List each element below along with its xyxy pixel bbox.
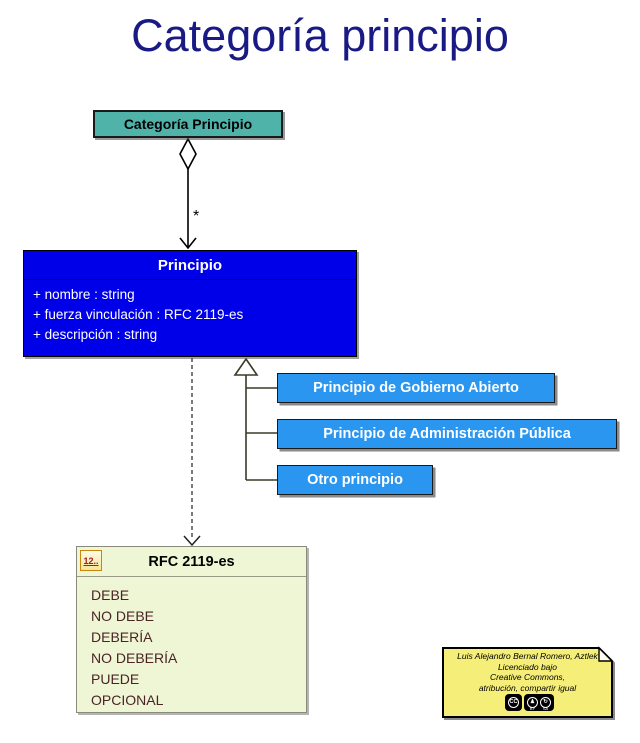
enum-value-no-deberia: NO DEBERÍA — [91, 650, 178, 666]
license-line-3: Creative Commons, — [489, 672, 566, 682]
cc-license-badges — [505, 694, 554, 711]
license-line-2: Licenciado bajo — [497, 661, 558, 672]
class-principio-gobierno-abierto-label: Principio de Gobierno Abierto — [313, 380, 519, 396]
license-note — [447, 651, 608, 693]
class-principio — [23, 250, 357, 357]
attribute-descripcion: + descripción : string — [33, 327, 158, 342]
class-principio-title: Principio — [24, 251, 356, 280]
aggregation-diamond-icon — [180, 139, 196, 169]
attribute-nombre: + nombre : string — [33, 287, 135, 302]
cc-by-icon: ♟ — [527, 697, 538, 708]
class-categoria-principio — [93, 110, 283, 138]
enum-value-puede: PUEDE — [91, 671, 140, 687]
cc-sa-label: SA — [542, 706, 549, 711]
enum-value-no-debe: NO DEBE — [91, 608, 155, 624]
cc-by-column — [527, 694, 538, 711]
cc-sa-column — [540, 694, 551, 711]
cc-by-label: BY — [529, 706, 536, 711]
enumeration-values — [77, 577, 306, 711]
enum-value-debe: DEBE — [91, 587, 130, 603]
cc-by-sa-badge — [524, 694, 554, 711]
dependency-arrowhead-icon — [184, 536, 200, 545]
class-principio-administracion-publica-label: Principio de Administración Pública — [323, 426, 571, 442]
class-principio-attributes — [24, 280, 356, 345]
cc-sa-icon: ↻ — [540, 697, 551, 708]
enumeration-rfc2119 — [76, 546, 307, 713]
multiplicity-label: * — [193, 208, 200, 225]
class-principio-administracion-publica — [277, 419, 617, 449]
enum-value-opcional: OPCIONAL — [91, 692, 164, 708]
generalization-triangle-icon — [235, 359, 257, 375]
cc-logo-badge — [505, 694, 522, 711]
enumeration-title: RFC 2119-es — [148, 553, 235, 570]
class-categoria-principio-label: Categoría Principio — [123, 116, 253, 132]
enumeration-header — [77, 547, 306, 577]
enumeration-icon: 12.. — [80, 550, 102, 571]
class-otro-principio — [277, 465, 433, 495]
class-principio-gobierno-abierto — [277, 373, 555, 403]
license-line-4: atribución, compartir igual — [478, 682, 577, 693]
attribute-fuerza-vinculacion: + fuerza vinculación : RFC 2119-es — [33, 307, 244, 322]
page-title: Categoría principio — [131, 10, 509, 61]
enum-value-deberia: DEBERÍA — [91, 629, 153, 645]
license-author-line: Luis Alejandro Bernal Romero, Aztlek — [457, 651, 598, 661]
cc-icon: CC — [508, 697, 519, 708]
class-otro-principio-label: Otro principio — [307, 472, 403, 488]
